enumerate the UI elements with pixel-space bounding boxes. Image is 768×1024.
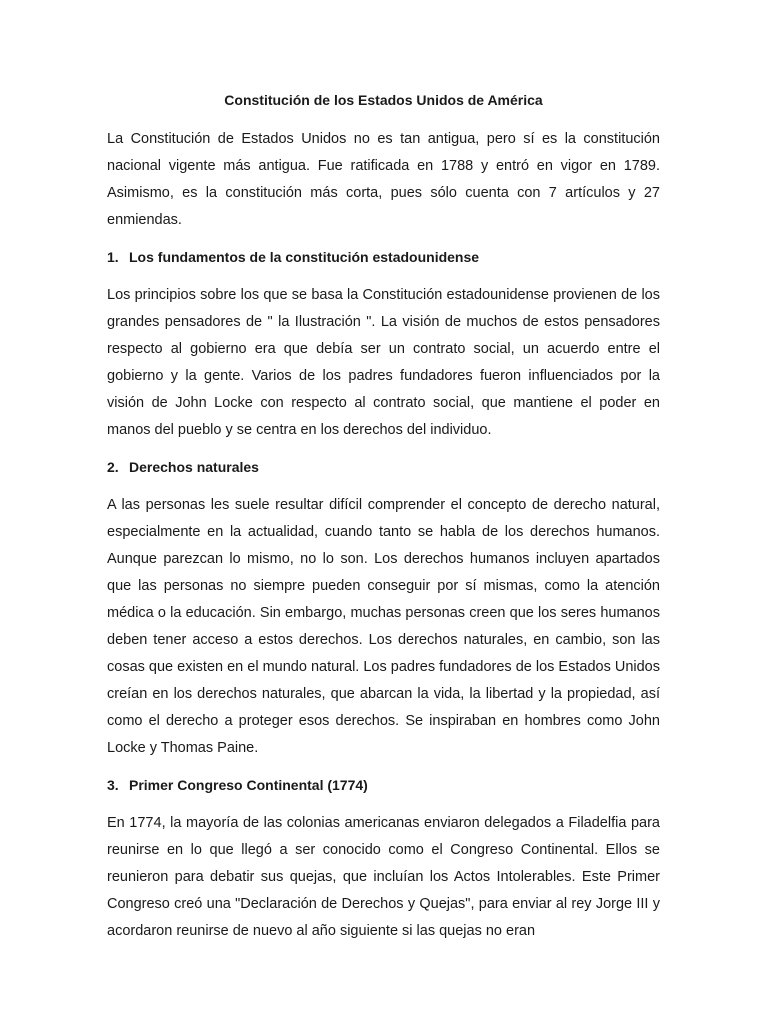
section-number-3: 3. bbox=[107, 777, 119, 793]
section-body-1: Los principios sobre los que se basa la Constitución estadounidense provienen de los grandes pensadores de " la Ilustración ". La visión de muchos de estos pensadores respecto al gobierno era que debía ser un contrato social, un acuerdo entre el gobierno y la gente. Varios de los padres fundadores fueron influenciados por la visión de John Locke con respecto al contrato social, que mantiene el poder en manos del pueblo y se centra en los derechos del individuo. bbox=[107, 287, 660, 438]
intro-paragraph: La Constitución de Estados Unidos no es tan antigua, pero sí es la constitución nacional vigente más antigua. Fue ratificada en 1788 y entró en vigor en 1789. Asimismo, es la constitución más corta, pues sólo cuenta con 7 artículos y 27 enmiendas. bbox=[107, 131, 660, 228]
section-heading-1 bbox=[107, 246, 660, 268]
section-body-2: A las personas les suele resultar difícil comprender el concepto de derecho natural, especialmente en la actualidad, cuando tanto se habla de los derechos humanos. Aunque parezcan lo mismo, no lo son. Los derechos humanos incluyen apartados que las personas no siempre pueden conseguir por sí mismas, como la atención médica o la educación. Sin embargo, muchas personas creen que los seres humanos deben tener acceso a estos derechos. Los derechos naturales, en cambio, son las cosas que existen en el mundo natural. Los padres fundadores de los Estados Unidos creían en los derechos naturales, que abarcan la vida, la libertad y la propiedad, así como el derecho a proteger esos derechos. Se inspiraban en hombres como John Locke y Thomas Paine. bbox=[107, 497, 660, 756]
section-body-3: En 1774, la mayoría de las colonias americanas enviaron delegados a Filadelfia para reunirse en lo que llegó a ser conocido como el Congreso Continental. Ellos se reunieron para debatir sus quejas, que incluían los Actos Intolerables. Este Primer Congreso creó una "Declaración de Derechos y Quejas", para enviar al rey Jorge III y acordaron reunirse de nuevo al año siguiente si las quejas no eran bbox=[107, 815, 660, 939]
section-heading-text-1: Los fundamentos de la constitución estadounidense bbox=[129, 249, 480, 265]
section-heading-3 bbox=[107, 774, 660, 796]
section-number-2: 2. bbox=[107, 459, 119, 475]
document-title: Constitución de los Estados Unidos de América bbox=[224, 92, 543, 108]
section-heading-text-2: Derechos naturales bbox=[129, 459, 259, 475]
section-heading-2 bbox=[107, 456, 660, 478]
section-heading-text-3: Primer Congreso Continental (1774) bbox=[129, 777, 368, 793]
section-number-1: 1. bbox=[107, 249, 119, 265]
